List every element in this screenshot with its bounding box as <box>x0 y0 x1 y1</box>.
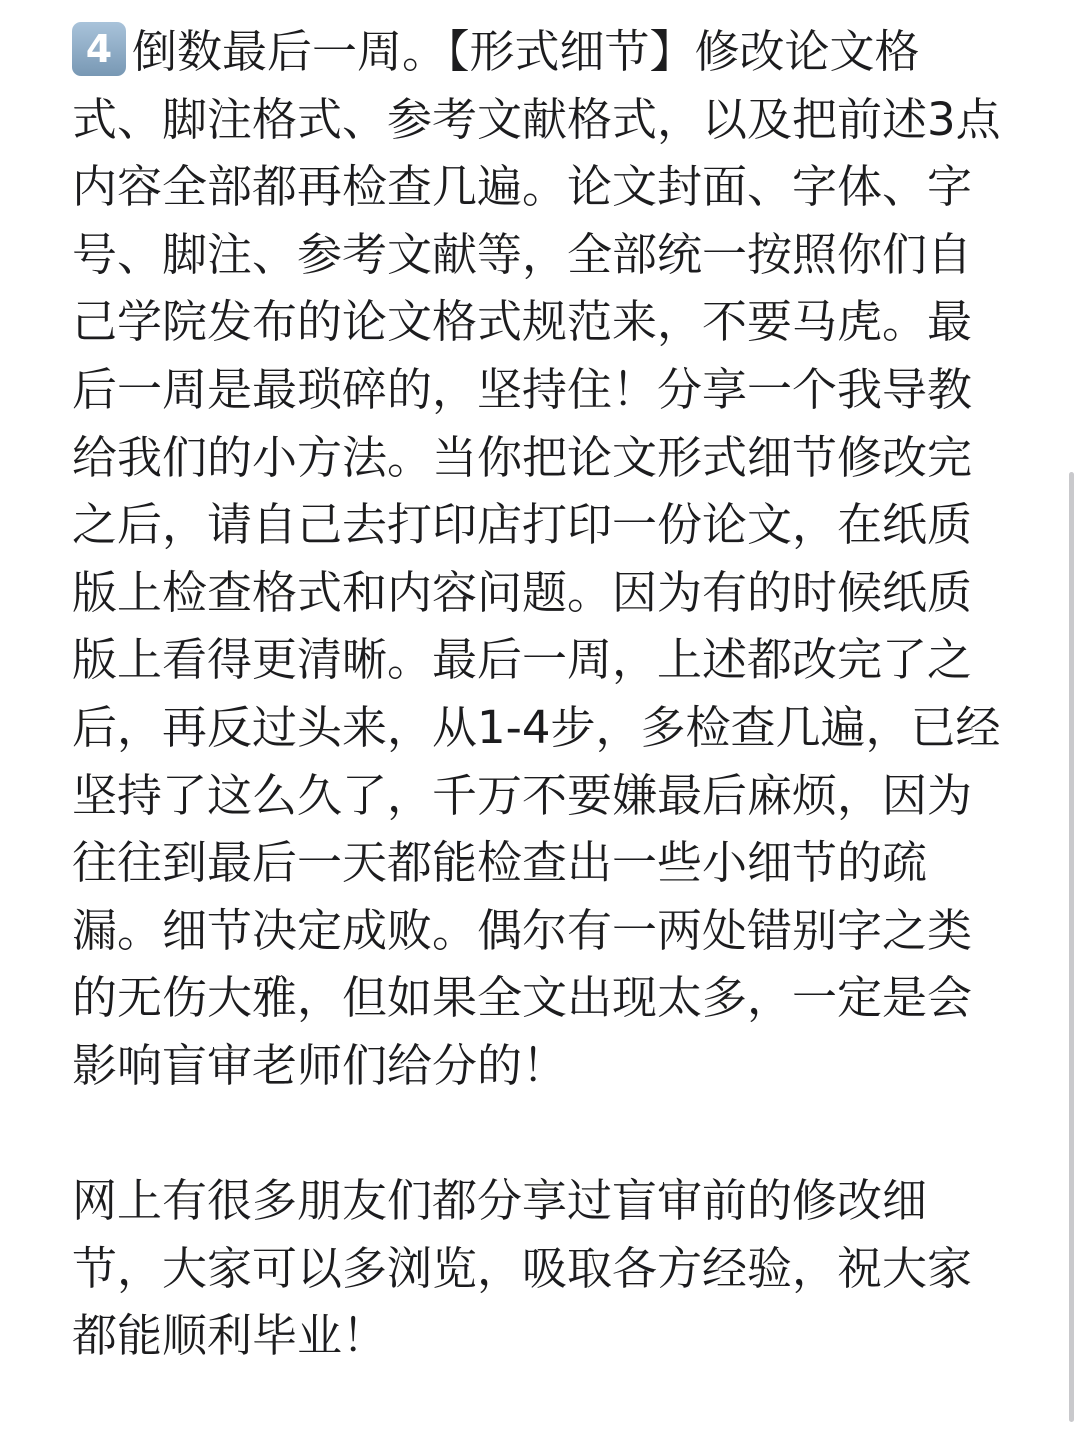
paragraph-closing: 网上有很多朋友们都分享过盲审前的修改细节，大家可以多浏览，吸取各方经验，祝大家都能顺利毕业！ <box>72 1174 973 1363</box>
scrollbar[interactable] <box>1066 0 1080 1440</box>
keycap-4-icon: 4 <box>72 22 126 76</box>
paragraph-step-4 <box>72 18 1002 1100</box>
scrollbar-thumb[interactable] <box>1069 472 1074 1422</box>
paragraph-step-4-text: 倒数最后一周。【形式细节】修改论文格式、脚注格式、参考文献格式，以及把前述3点内容全部都再检查几遍。论文封面、字体、字号、脚注、参考文献等，全部统一按照你们自己学院发布的论文格式规范来，不要马虎。最后一周是最琐碎的，坚持住！分享一个我导教给我们的小方法。当你把论文形式细节修改完之后，请自己去打印店打印一份论文，在纸质版上检查格式和内容问题。因为有的时候纸质版上看得更清晰。最后一周，上述都改完了之后，再反过头来，从1-4步，多检查几遍，已经坚持了这么久了，千万不要嫌最后麻烦，因为往往到最后一天都能检查出一些小细节的疏漏。细节决定成败。偶尔有一两处错别字之类的无伤大雅，但如果全文出现太多，一定是会影响盲审老师们给分的！ <box>72 25 1001 1092</box>
note-body <box>72 18 1002 1370</box>
